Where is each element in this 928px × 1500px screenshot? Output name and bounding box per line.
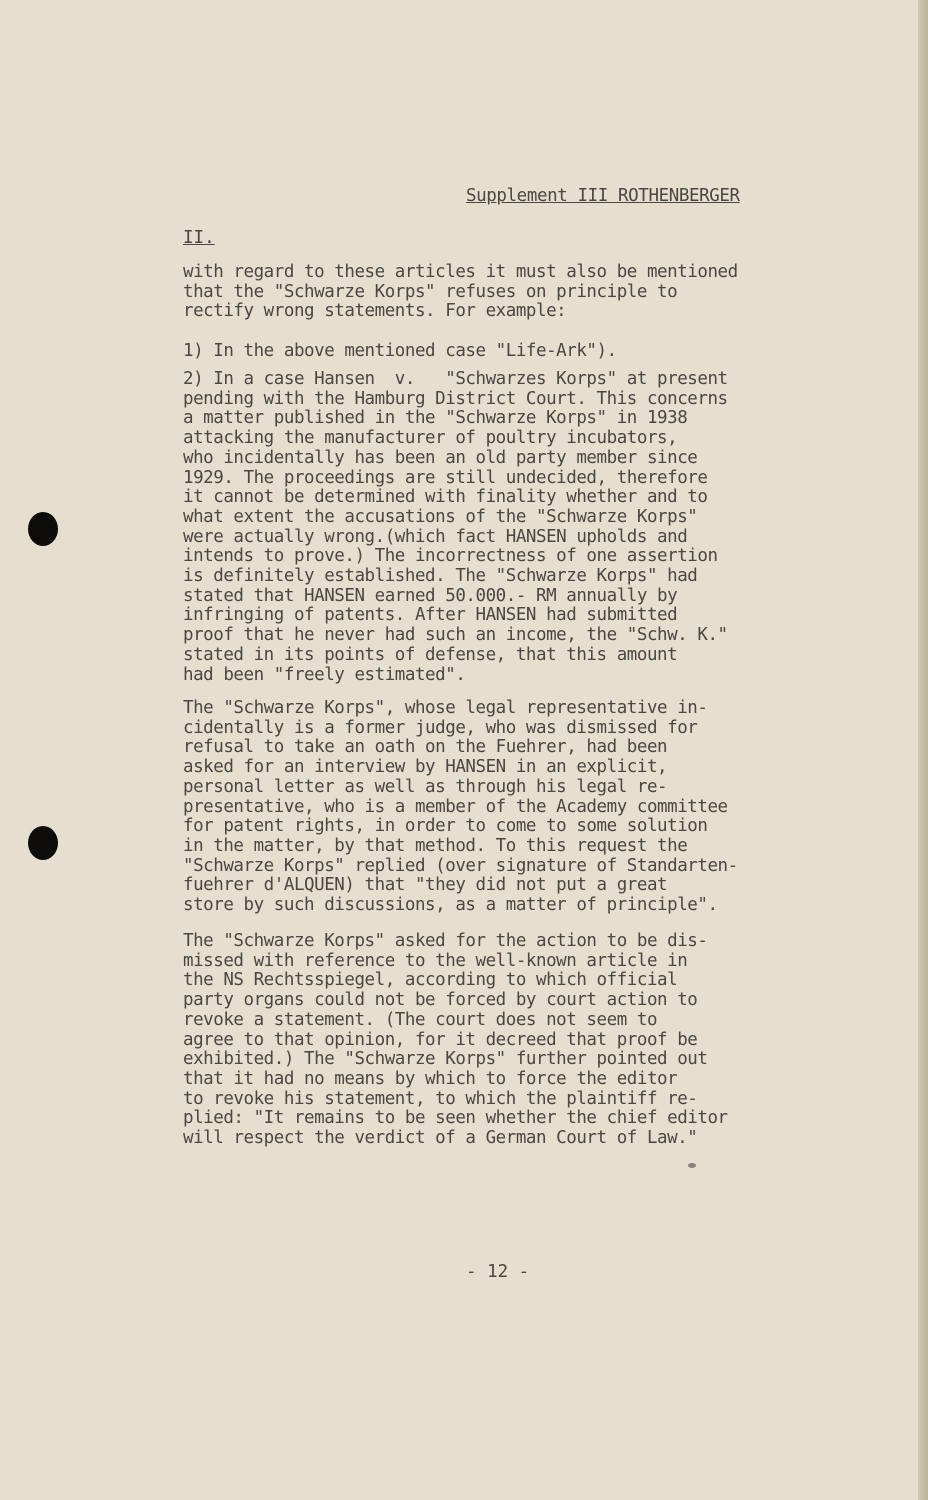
paragraph-legal-representative: The "Schwarze Korps", whose legal representative in- cidentally is a former judge, who was dismissed for refusal to take an oath on the Fuehrer, had been asked for an interview by HANSEN in an explicit, personal letter as well as through his legal re- presentative, who is a member of the Academy committee for patent rights, in order to come to some solution in the matter, by that method. To this request the "Schwarze Korps" replied (over signature of Standarten- fuehrer d'ALQUEN) that "they did not put a great store by such discussions, as a matter of principle".	[183, 698, 738, 916]
paper-speck	[688, 1163, 696, 1168]
paragraph-item-2: 2) In a case Hansen v. "Schwarzes Korps" at present pending with the Hamburg District Court. This concerns a matter published in the "Schwarze Korps" in 1938 attacking the manufacturer of poultry incubators, who incidentally has been an old party member since 1929. The proceedings are still undecided, therefore it cannot be determined with finality whether and to what extent the accusations of the "Schwarze Korps" were actually wrong.(which fact HANSEN upholds and intends to prove.) The incorrectness of one assertion is definitely established. The "Schwarze Korps" had stated that HANSEN earned 50.000.- RM annually by infringing of patents. After HANSEN had submitted proof that he never had such an income, the "Schw. K." stated in its points of defense, that this amount had been "freely estimated".	[183, 369, 728, 685]
paragraph-item-1: 1) In the above mentioned case "Life-Ark").	[183, 341, 617, 361]
punch-hole	[28, 826, 58, 860]
paragraph-intro: with regard to these articles it must also be mentioned that the "Schwarze Korps" refuses on principle to rectify wrong statements. For example:	[183, 262, 738, 322]
punch-hole	[28, 512, 58, 546]
page-number: - 12 -	[466, 1262, 530, 1282]
paragraph-dismissal-request: The "Schwarze Korps" asked for the action to be dis- missed with reference to the well-known article in the NS Rechtsspiegel, according to which official party organs could not be forced by court action to revoke a statement. (The court does not seem to agree to that opinion, for it decreed that proof be exhibited.) The "Schwarze Korps" further pointed out that it had no means by which to force the editor to revoke his statement, to which the plaintiff re- plied: "It remains to be seen whether the chief editor will respect the verdict of a German Court of Law."	[183, 931, 728, 1149]
document-header: Supplement III ROTHENBERGER	[466, 186, 740, 206]
page-edge-shadow	[918, 0, 928, 1500]
section-number: II.	[183, 228, 215, 248]
